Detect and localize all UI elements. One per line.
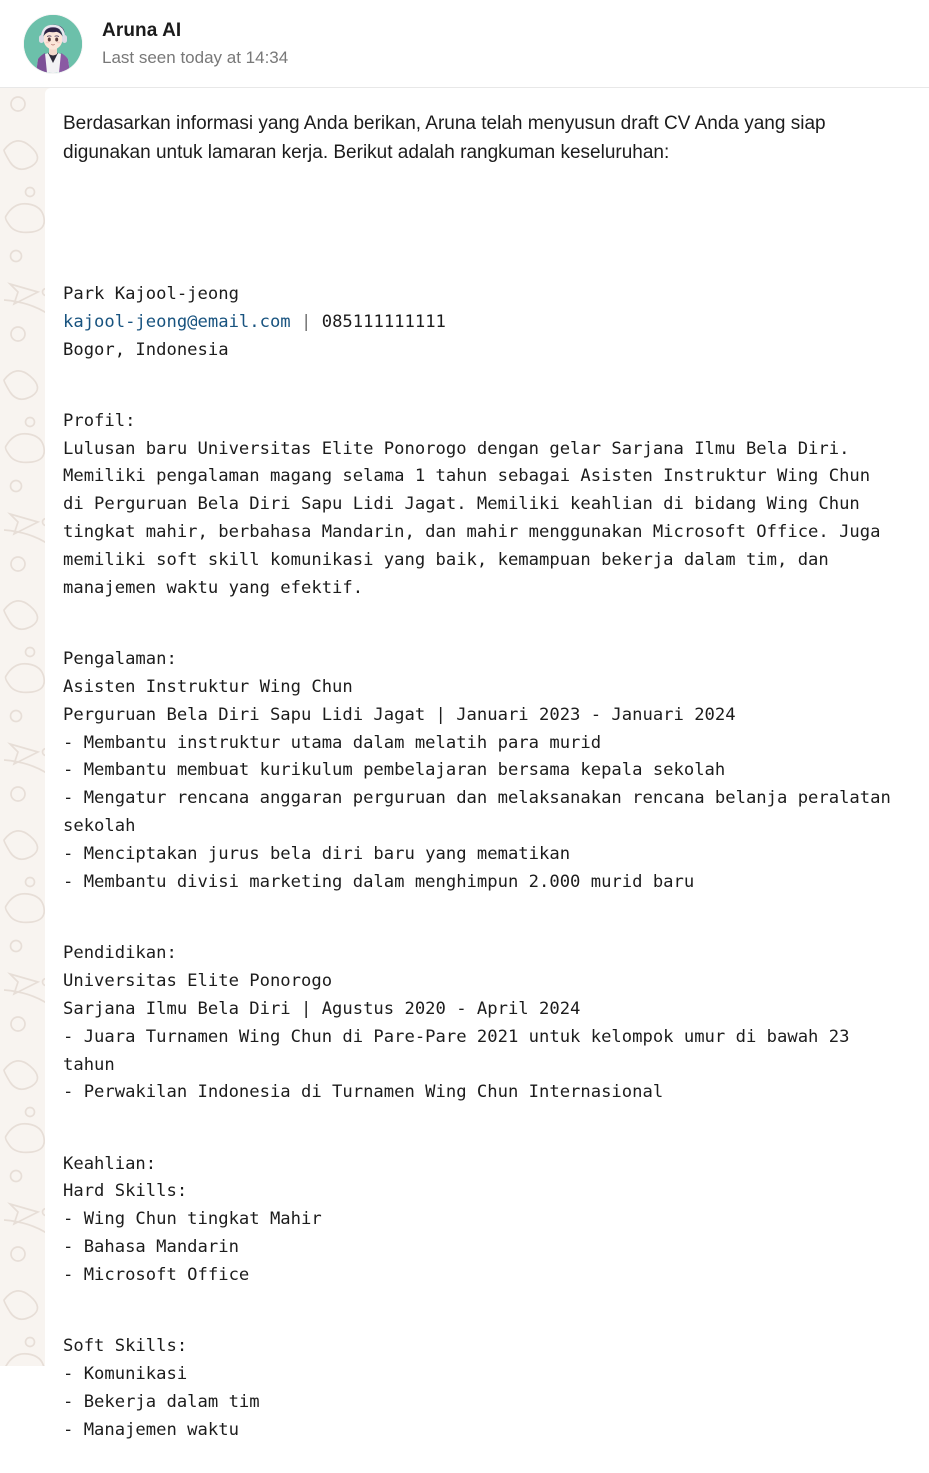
spacer (63, 897, 899, 912)
cv-keahlian-heading: Keahlian: (63, 1153, 157, 1174)
cv-pengalaman-bullet: - Menciptakan jurus bela diri baru yang mematikan (63, 844, 571, 865)
spacer (63, 1290, 899, 1305)
chat-body (0, 88, 929, 1440)
cv-soft-skills-heading: Soft Skills: (63, 1336, 188, 1357)
cv-pendidikan-heading: Pendidikan: (63, 943, 177, 964)
message-bubble[interactable] (45, 88, 929, 1440)
spacer (63, 1107, 899, 1122)
cv-hard-skills-heading: Hard Skills: (63, 1181, 188, 1202)
cv-pengalaman-bullet: - Mengatur rencana anggaran perguruan dan melaksanakan rencana belanja peralatan sekolah (63, 788, 902, 837)
cv-hard-skill-item: - Microsoft Office (63, 1265, 250, 1286)
cv-soft-skill-item: - Manajemen waktu (63, 1419, 239, 1440)
cv-soft-skill-item: - Bekerja dalam tim (63, 1391, 260, 1412)
contact-name: Aruna AI (102, 20, 182, 41)
spacer (63, 237, 899, 252)
cv-location: Bogor, Indonesia (63, 339, 229, 360)
avatar[interactable] (24, 15, 82, 73)
cv-soft-skill-item: - Komunikasi (63, 1364, 188, 1385)
cv-profil-heading: Profil: (63, 410, 136, 431)
cv-pendidikan-school: Universitas Elite Ponorogo (63, 970, 333, 991)
cv-pendidikan-bullet: - Perwakilan Indonesia di Turnamen Wing Chun Internasional (63, 1082, 664, 1103)
cv-name: Park Kajool-jeong (63, 283, 239, 304)
cv-content (63, 182, 902, 1473)
cv-pendidikan-bullet: - Juara Turnamen Wing Chun di Pare-Pare 2021 untuk kelompok umur di bawah 23 tahun (63, 1026, 860, 1075)
anime-character-avatar-icon (24, 15, 82, 73)
cv-pengalaman-role: Asisten Instruktur Wing Chun (63, 676, 353, 697)
spacer (63, 364, 899, 379)
cv-contact-separator: | (301, 311, 312, 332)
cv-phone: 085111111111 (321, 311, 446, 332)
cv-pengalaman-bullet: - Membantu instruktur utama dalam melatih para murid (63, 732, 602, 753)
message-intro-text: Berdasarkan informasi yang Anda berikan, Aruna telah menyusun draft CV Anda yang siap digunakan untuk lamaran kerja. Berikut adalah rangkuman keseluruhan: (63, 113, 826, 163)
contact-status: Last seen today at 14:34 (102, 47, 289, 67)
cv-pengalaman-bullet: - Membantu membuat kurikulum pembelajaran bersama kepala sekolah (63, 760, 726, 781)
chat-header[interactable] (0, 0, 929, 88)
cv-profil-body: Lulusan baru Universitas Elite Ponorogo dengan gelar Sarjana Ilmu Bela Diri. Memiliki pengalaman magang selama 1 tahun sebagai Asisten Instruktur Wing Chun di Perguruan Bela Diri Sapu Lidi Jagat. Memiliki keahlian di bidang Wing Chun tingkat mahir, berbahasa Mandarin, dan mahir menggunakan Microsoft Office. Juga memiliki soft skill komunikasi yang baik, kemampuan bekerja dalam tim, dan manajemen waktu yang efektif. (63, 438, 891, 598)
cv-pendidikan-degree: Sarjana Ilmu Bela Diri | Agustus 2020 - April 2024 (63, 998, 581, 1019)
cv-pengalaman-heading: Pengalaman: (63, 649, 177, 670)
cv-email-link[interactable]: kajool-jeong@email.com (63, 311, 291, 332)
header-text-group (102, 19, 288, 68)
cv-hard-skill-item: - Wing Chun tingkat Mahir (63, 1209, 322, 1230)
cv-hard-skill-item: - Bahasa Mandarin (63, 1237, 239, 1258)
cv-pengalaman-org: Perguruan Bela Diri Sapu Lidi Jagat | Januari 2023 - Januari 2024 (63, 704, 736, 725)
cv-pengalaman-bullet: - Membantu divisi marketing dalam menghimpun 2.000 murid baru (63, 871, 695, 892)
spacer (63, 603, 899, 618)
